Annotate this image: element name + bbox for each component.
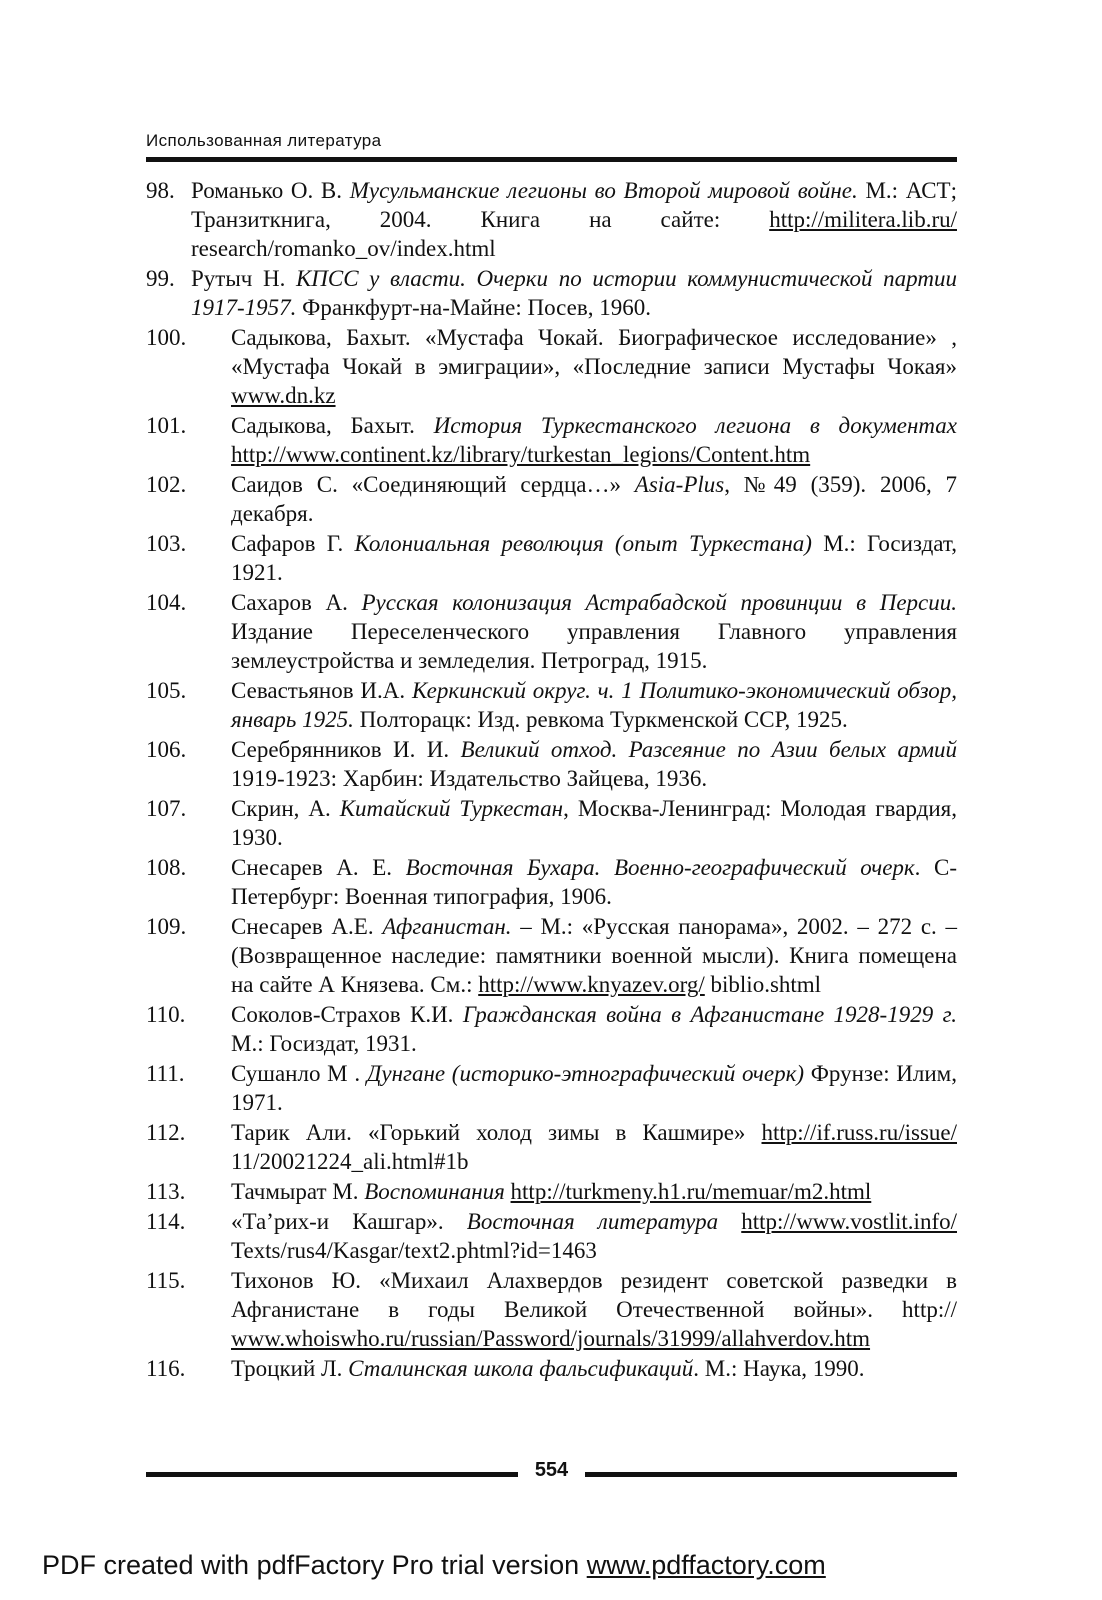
reference-title: Великий отход. Разсеяние по Азии белых армий: [460, 737, 957, 762]
reference-text: Фрунзе: Илим, 1971.: [231, 1061, 957, 1115]
reference-item: [146, 1000, 957, 1058]
reference-number: 99.: [146, 266, 175, 291]
reference-text: Рутыч Н.: [191, 266, 296, 291]
reference-link[interactable]: www.dn.kz: [231, 383, 336, 408]
reference-text: , Москва-Ленинград: Молодая гвардия, 1930.: [231, 796, 957, 850]
reference-text: «Та’рих-и Кашгар».: [231, 1209, 467, 1234]
reference-item: [146, 264, 957, 322]
pdf-creator-footer: [42, 1550, 826, 1581]
reference-list: [146, 176, 957, 1384]
reference-text: Садыкова, Бахыт. «Мустафа Чокай. Биографическое исследование» , «Мустафа Чокай в эмиграции», «Последние записи Мустафы Чокая»: [231, 325, 957, 379]
reference-text: Сахаров А.: [231, 590, 362, 615]
reference-text: Соколов-Страхов К.И.: [231, 1002, 463, 1027]
reference-number: 103.: [146, 531, 187, 556]
reference-link[interactable]: www.whoiswho.ru/russian/Password/journals/31999/allahverdov.htm: [231, 1326, 871, 1351]
reference-text: biblio.shtml: [704, 972, 822, 997]
reference-item: [146, 1118, 957, 1176]
reference-text: Texts/rus4/Kasgar/text2.phtml?id=1463: [231, 1238, 597, 1263]
reference-number: 112.: [146, 1120, 186, 1145]
reference-item: [146, 529, 957, 587]
reference-number: 111.: [146, 1061, 185, 1086]
reference-text: Садыкова, Бахыт.: [231, 413, 434, 438]
reference-number: 105.: [146, 678, 187, 703]
reference-title: Восточная литература: [466, 1209, 719, 1234]
reference-number: 109.: [146, 914, 187, 939]
reference-item: [146, 676, 957, 734]
reference-item: [146, 1266, 957, 1353]
header-rule: [146, 157, 957, 162]
reference-text: Тихонов Ю. «Михаил Алахвердов резидент советской разведки в Афганистане в годы Великой Отечественной войны». http://: [231, 1268, 957, 1322]
reference-item: [146, 470, 957, 528]
reference-title: Русская колонизация Астрабадской провинции в Персии.: [361, 590, 957, 615]
reference-number: 107.: [146, 796, 187, 821]
reference-link[interactable]: http://turkmeny.h1.ru/memuar/m2.html: [510, 1179, 872, 1204]
reference-title: КПСС у власти. Очерки по истории коммунистической партии 1917-1957.: [191, 266, 957, 320]
reference-title: Китайский Туркестан: [339, 796, 564, 821]
reference-number: 104.: [146, 590, 187, 615]
pdffactory-link[interactable]: www.pdffactory.com: [586, 1550, 826, 1580]
reference-title: Керкинский округ. ч. 1 Политико-экономический обзор, январь 1925.: [231, 678, 958, 732]
reference-text: Снесарев А. Е.: [231, 855, 406, 880]
reference-title: Дунгане (историко-этнографический очерк): [366, 1061, 805, 1086]
reference-number: 116.: [146, 1356, 186, 1381]
reference-item: [146, 1177, 957, 1206]
reference-title: Гражданская война в Афганистане 1928-1929 г.: [462, 1002, 957, 1027]
reference-text: Севастьянов И.А.: [231, 678, 412, 703]
reference-link[interactable]: http://www.vostlit.info/: [741, 1209, 957, 1234]
reference-title: Мусульманские легионы во Второй мировой войне.: [349, 178, 858, 203]
pdf-footer-text: PDF created with pdfFactory Pro trial version: [42, 1550, 587, 1580]
reference-number: 114.: [146, 1209, 186, 1234]
reference-title: Asia-Plus: [634, 472, 725, 497]
reference-title: Афганистан.: [382, 914, 512, 939]
reference-item: [146, 411, 957, 469]
reference-text: [718, 1209, 741, 1234]
reference-title: История Туркестанского легиона в документах: [433, 413, 957, 438]
reference-item: [146, 176, 957, 263]
reference-text: М.: Госиздат, 1921.: [231, 531, 957, 585]
reference-number: 98.: [146, 178, 175, 203]
reference-title: Восточная Бухара. Военно-географический очерк: [405, 855, 915, 880]
reference-number: 102.: [146, 472, 187, 497]
reference-text: . С-Петербург: Военная типография, 1906.: [231, 855, 958, 909]
reference-item: [146, 794, 957, 852]
reference-text: Франкфурт-на-Майне: Посев, 1960.: [296, 295, 651, 320]
reference-text: Издание Переселенческого управления Главного управления землеустройства и земледелия. Петроград, 1915.: [231, 619, 957, 673]
reference-text: Тачмырат М.: [231, 1179, 365, 1204]
reference-link[interactable]: http://if.russ.ru/issue/: [761, 1120, 957, 1145]
reference-item: [146, 1059, 957, 1117]
reference-text: Снесарев А.Е.: [231, 914, 383, 939]
reference-text: 11/20021224_ali.html#1b: [231, 1149, 469, 1174]
reference-text: , №49 (359). 2006, 7 декабря.: [231, 472, 958, 526]
reference-number: 110.: [146, 1002, 186, 1027]
reference-text: М.: АСТ; Транзиткнига, 2004. Книга на сайте:: [191, 178, 957, 232]
reference-title: Воспоминания: [364, 1179, 505, 1204]
reference-text: Саидов С. «Соединяющий сердца…»: [231, 472, 635, 497]
reference-number: 100.: [146, 325, 187, 350]
reference-item: [146, 853, 957, 911]
reference-title: Сталинская школа фальсификаций: [348, 1356, 694, 1381]
reference-text: Тарик Али. «Горький холод зимы в Кашмире»: [231, 1120, 762, 1145]
reference-item: [146, 1207, 957, 1265]
reference-text: 1919-1923: Харбин: Издательство Зайцева, 1936.: [231, 766, 708, 791]
footer-rule-right: [585, 1472, 957, 1477]
reference-number: 101.: [146, 413, 187, 438]
reference-link[interactable]: http://militera.lib.ru/: [769, 207, 957, 232]
reference-text: Серебрянников И. И.: [231, 737, 461, 762]
reference-text: . М.: Наука, 1990.: [693, 1356, 865, 1381]
reference-text: Скрин, А.: [231, 796, 340, 821]
page-number: 554: [534, 1459, 569, 1481]
reference-text: research/romanko_ov/index.html: [191, 236, 496, 261]
reference-item: [146, 735, 957, 793]
reference-text: Сушанло М .: [231, 1061, 367, 1086]
reference-number: 113.: [146, 1179, 186, 1204]
reference-item: [146, 1354, 957, 1383]
reference-text: М.: Госиздат, 1931.: [231, 1031, 417, 1056]
reference-number: 106.: [146, 737, 187, 762]
running-head: Использованная литература: [146, 131, 382, 150]
reference-text: Романько О. В.: [191, 178, 350, 203]
reference-item: [146, 912, 957, 999]
reference-text: – М.: «Русская панорама», 2002. – 272 с. – (Возвращенное наследие: памятники военной мысли). Книга помещена на сайте А Князева. См.:: [231, 914, 958, 997]
reference-text: Полторацк: Изд. ревкома Туркменской ССР, 1925.: [353, 707, 848, 732]
reference-link[interactable]: http://www.continent.kz/library/turkestan_legions/Content.htm: [231, 442, 811, 467]
reference-item: [146, 588, 957, 675]
reference-text: Сафаров Г.: [231, 531, 355, 556]
reference-item: [146, 323, 957, 410]
reference-number: 115.: [146, 1268, 186, 1293]
reference-number: 108.: [146, 855, 187, 880]
reference-title: Колониальная революция (опыт Туркестана): [354, 531, 812, 556]
reference-link[interactable]: http://www.knyazev.org/: [478, 972, 705, 997]
reference-text: Троцкий Л.: [231, 1356, 349, 1381]
page-footer: [146, 1459, 957, 1487]
